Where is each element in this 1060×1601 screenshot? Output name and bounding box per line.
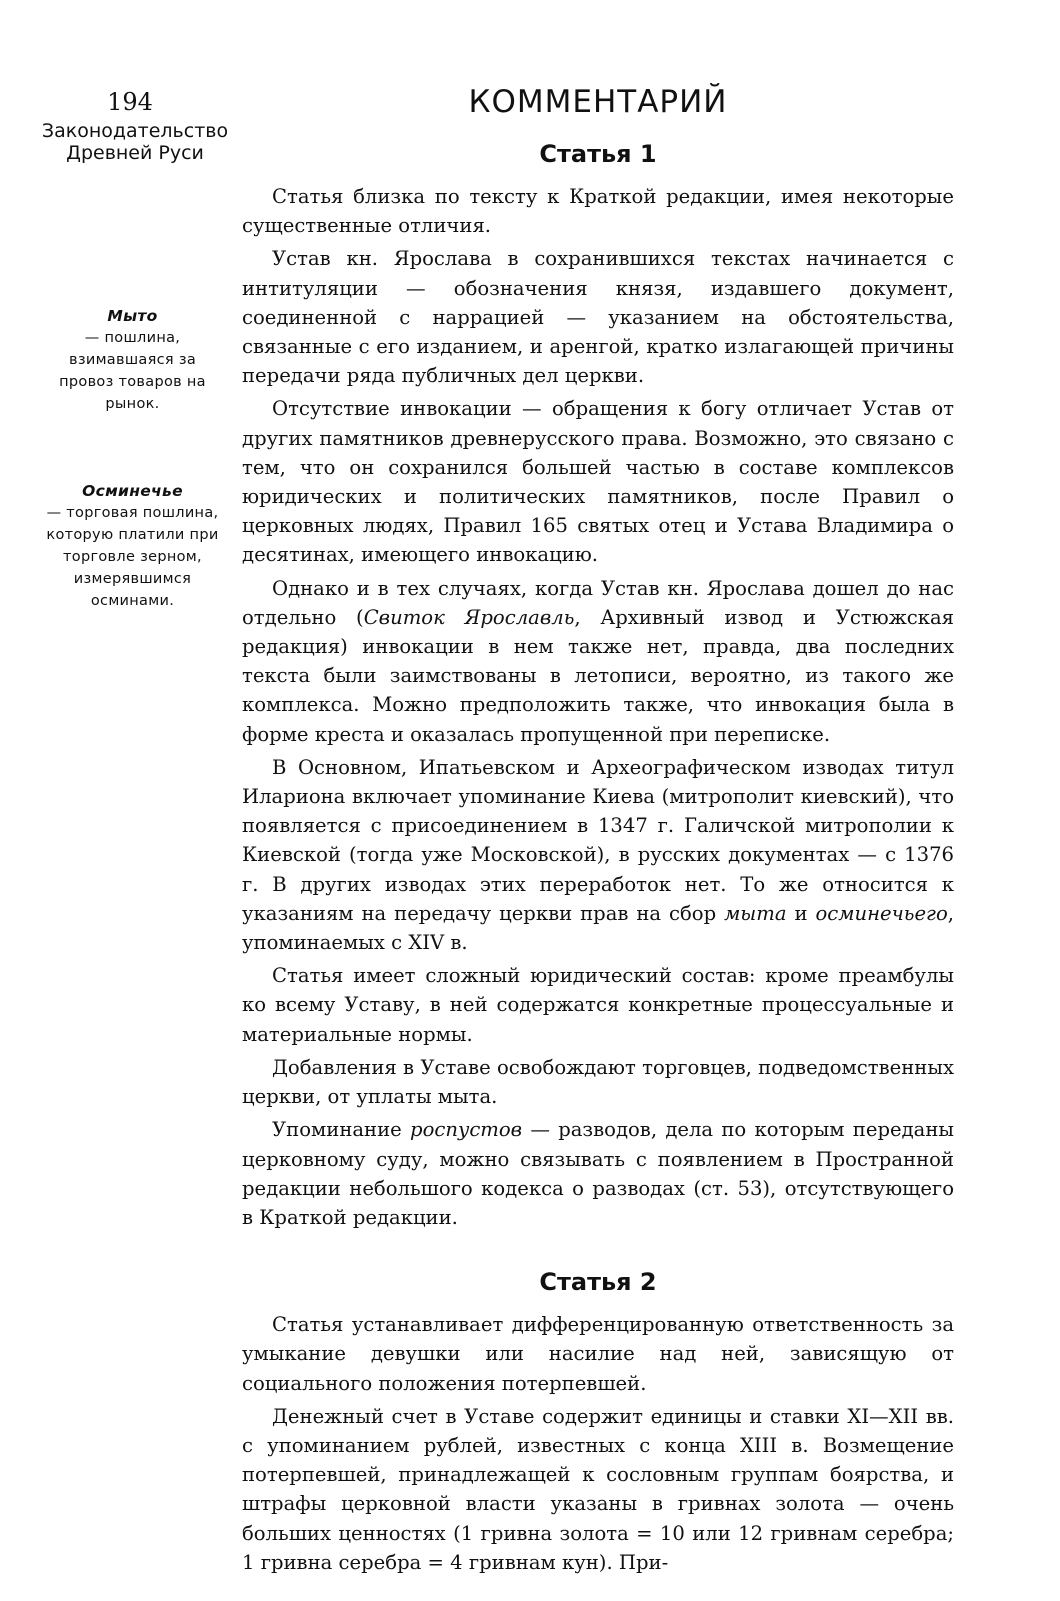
paragraph: Статья имеет сложный юридический состав: кроме преамбулы ко всему Уставу, в ней содержатся конкретные процессуальные и материальные нормы.	[242, 964, 954, 1046]
paragraph: Отсутствие инвокации — обращения к богу отличает Устав от других памятников древнерусского права. Возможно, это связано с тем, что он сохранился большей частью в составе комплексов юридических и политических памятников, после Правил о церковных людях, Правил 165 святых отец и Устава Владимира о десятинах, имеющего инвокацию.	[242, 397, 954, 567]
main-column	[242, 82, 954, 1581]
margin-note-myto	[40, 305, 225, 415]
paragraph-text: Упоминание	[272, 1118, 411, 1142]
paragraph-text: Однако и в тех случаях, когда Устав кн. Ярослава дошел до нас отдельно (	[242, 576, 954, 629]
margin-note-term: Мыто	[107, 307, 158, 325]
paragraph: Денежный счет в Уставе содержит единицы и ставки XI—XII вв. с упоминанием рублей, известных с конца XIII в. Возмещение потерпевшей, принадлежащей к сословным группам боярства, и штрафы церковной власти указаны в гривнах золота — очень больших ценностях (1 гривна золота = 10 или 12 гривнам серебра; 1 гривна серебра = 4 гривнам кун). При-	[242, 1404, 954, 1574]
article-title: Статья 1	[539, 140, 657, 168]
margin-note-definition: — торговая пошлина, которую платили при торговле зерном, измерявшимся осминами.	[46, 505, 219, 609]
italic-term: Свиток Ярославль	[363, 605, 575, 629]
margin-note-definition: — пошлина, взимавшаяся за провоз товаров на рынок.	[59, 330, 206, 412]
italic-term: роспустов	[410, 1118, 523, 1142]
italic-term: мыта	[724, 901, 787, 925]
paragraph: Статья устанавливает дифференцированную ответственность за умыкание девушки или насилие над ней, зависящую от социального положения потерпевшей.	[242, 1313, 954, 1395]
paragraph-text: — разводов, дела по которым переданы церковному суду, можно связывать с появлением в Пространной редакции небольшого кодекса о разводах (ст. 53), отсутствующего в Краткой редакции.	[242, 1118, 954, 1229]
margin-note-term: Осминечье	[82, 482, 183, 500]
page-number: 194	[107, 88, 153, 116]
paragraph-text: , Архивный извод и Устюжская редакция) инвокации в нем также нет, правда, два последних текста были заимствованы в летописи, вероятно, из такого же комплекса. Можно предположить также, что инвокация была в форме креста и оказалась пропущенной при переписке.	[242, 605, 954, 746]
chapter-title: КОММЕНТАРИЙ	[468, 84, 728, 120]
paragraph-text: и	[786, 901, 816, 925]
paragraph	[242, 1115, 954, 1232]
paragraph: Добавления в Уставе освобождают торговцев, подведомственных церкви, от уплаты мыта.	[242, 1055, 954, 1109]
paragraph: Устав кн. Ярослава в сохранившихся текстах начинается с интитуляции — обозначения князя, издавшего документ, соединенной с наррацией — указанием на обстоятельства, связанные с его изданием, и аренгой, кратко излагающей причины передачи ряда публичных дел церкви.	[242, 247, 954, 388]
running-head: Законодательство Древней Руси	[41, 120, 229, 164]
paragraph: Статья близка по тексту к Краткой редакции, имея некоторые существенные отличия.	[242, 185, 954, 238]
paragraph-text: В Основном, Ипатьевском и Археографическом изводах титул Илариона включает упоминание Киева (митрополит киевский), что появляется с присоединением в 1347 г. Галичской митрополии к Киевской (тогда уже Московской), в русских документах — с 1376 г. В других изводах этих переработок нет. То же относится к указаниям на передачу церкви прав на сбор	[242, 755, 954, 925]
paragraph	[242, 753, 954, 957]
paragraph	[242, 574, 954, 749]
margin-note-osminechie	[40, 480, 225, 612]
paragraph-text: , упоминаемых с XIV в.	[242, 901, 954, 955]
italic-term: осминечьего	[815, 901, 948, 925]
article-title: Статья 2	[539, 1268, 657, 1297]
